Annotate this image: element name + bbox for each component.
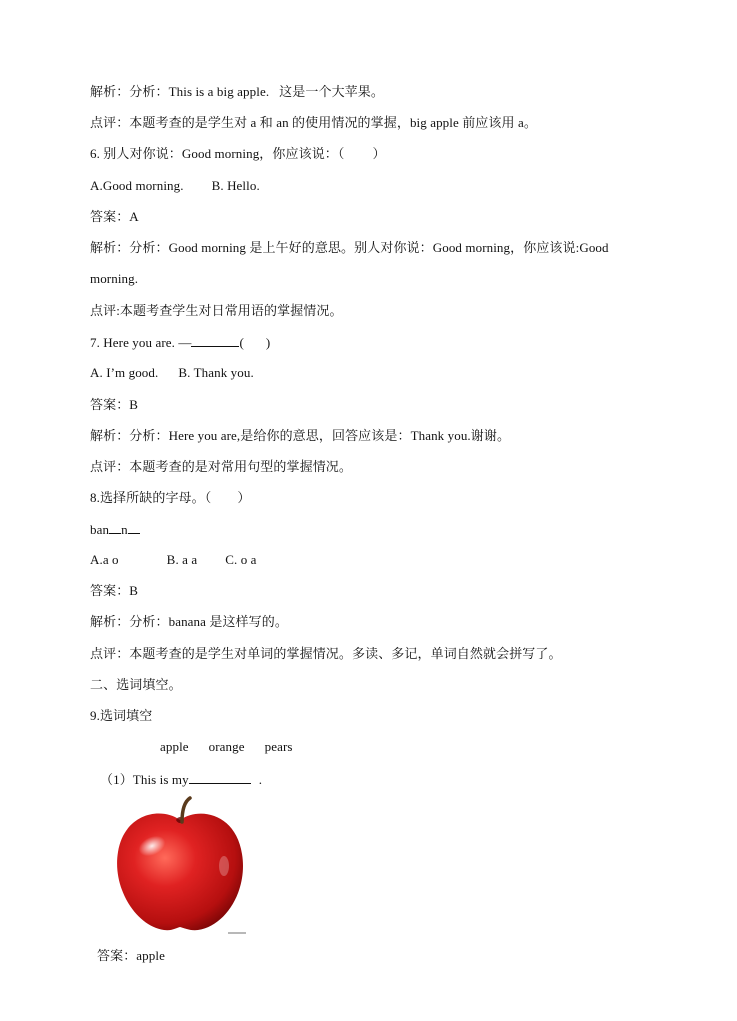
comment-line-5: 点评：本题考查的是学生对 a 和 an 的使用情况的掌握，big apple 前应该用 a。 <box>90 115 537 130</box>
analysis-line-6: 解析：分析：Good morning 是上午好的意思。别人对你说：Good morning，你应该说:Good <box>90 240 609 255</box>
letter-blank <box>109 521 121 534</box>
analysis-line-6-cont: morning. <box>90 271 139 286</box>
question-9: 9.选词填空 <box>90 708 153 723</box>
analysis-line-7: 解析：分析：Here you are,是给你的意思，回答应该是：Thank you.谢谢。 <box>90 428 511 443</box>
options-7: A. I’m good. B. Thank you. <box>90 365 254 380</box>
answer-9-1: 答案：apple <box>97 948 165 963</box>
answer-6: 答案：A <box>90 209 139 224</box>
analysis-line-8: 解析：分析：banana 是这样写的。 <box>90 614 288 629</box>
comment-line-8: 点评：本题考查的是学生对单词的掌握情况。多读、多记，单词自然就会拼写了。 <box>90 646 562 661</box>
analysis-line-5: 解析：分析：This is a big apple. 这是一个大苹果。 <box>90 84 384 99</box>
image-caption-mark <box>228 932 246 934</box>
comment-line-6: 点评:本题考查学生对日常用语的掌握情况。 <box>90 303 343 318</box>
answer-8: 答案：B <box>90 583 139 598</box>
question-6: 6. 别人对你说：Good morning，你应该说：（ ） <box>90 146 386 161</box>
letter-blank <box>128 521 140 534</box>
options-8: A.a o B. a a C. o a <box>90 552 257 567</box>
question-7: 7. Here you are. — ( ) <box>90 335 271 350</box>
word-bank-item: pears <box>264 739 293 754</box>
word-bank-item: orange <box>208 739 245 754</box>
word-bank-item: apple <box>160 739 189 754</box>
section-heading: 二、选词填空。 <box>90 677 182 692</box>
answer-blank <box>191 334 239 347</box>
question-9-1: （1）This is my . <box>100 772 263 787</box>
answer-blank <box>189 771 251 784</box>
red-apple-icon <box>112 796 248 936</box>
word-bank <box>160 739 293 755</box>
options-6: A.Good morning. B. Hello. <box>90 178 260 193</box>
answer-7: 答案：B <box>90 397 139 412</box>
comment-line-7: 点评：本题考查的是对常用句型的掌握情况。 <box>90 459 353 474</box>
question-8: 8.选择所缺的字母。（ ） <box>90 490 251 505</box>
word-with-blanks: ban n <box>90 521 140 538</box>
